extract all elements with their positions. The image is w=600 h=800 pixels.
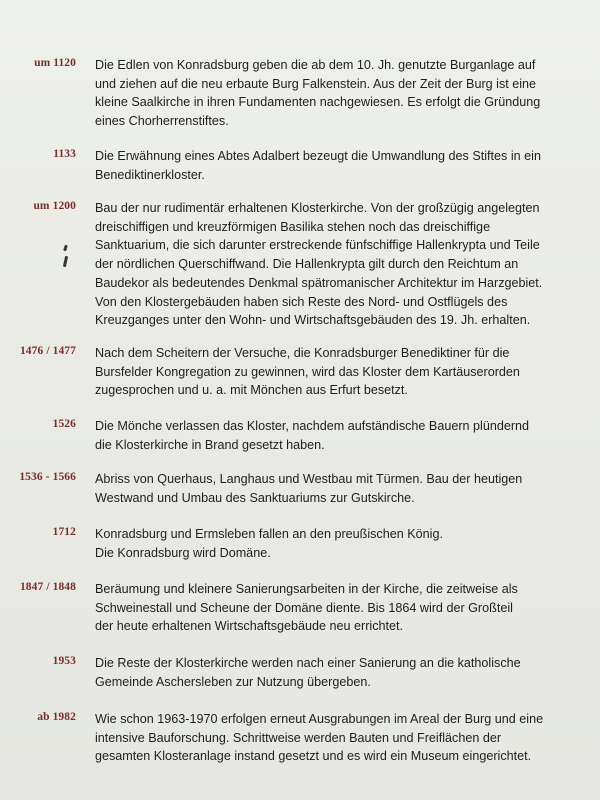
entry-text [95,710,590,766]
entry-text [95,147,590,184]
entry-line: Beräumung und kleinere Sanierungsarbeiten in der Kirche, die zeitweise als [95,582,518,596]
entry-year: um 1200 [33,200,76,212]
handwritten-mark [63,245,68,252]
entry-text [95,525,590,562]
entry-line: Die Konradsburg wird Domäne. [95,545,271,560]
entry-year: 1133 [53,148,76,160]
entry-text [95,344,590,400]
entry-line: Von den Klostergebäuden haben sich Reste des Nord- und Ostflügels des [95,294,508,309]
entry-line: Die Mönche verlassen das Kloster, nachdem aufständische Bauern plündernd [95,419,530,433]
entry-line: Schweinestall und Scheune der Domäne diente. Bis 1864 wird der Großteil [95,600,513,615]
entry-line: Westwand und Umbau des Sanktuariums zur Gutskirche. [95,490,415,505]
entry-text [95,580,590,636]
entry-year: 1536 - 1566 [19,471,76,483]
entry-line: Die Edlen von Konradsburg geben die ab dem 10. Jh. genutzte Burganlage auf [95,58,536,72]
entry-year: 1953 [52,655,76,667]
entry-line: Bau der nur rudimentär erhaltenen Klosterkirche. Von der großzügig angelegten [95,201,540,215]
entry-line: Nach dem Scheitern der Versuche, die Konradsburger Benediktiner für die [95,346,510,360]
entry-line: Sanktuarium, die sich darunter erstreckende fünfschiffige Hallenkrypta und Teile [95,238,540,253]
entry-text [95,654,590,691]
entry-line: zugesprochen und u. a. mit Mönchen aus Erfurt besetzt. [95,383,408,398]
entry-year: 1712 [52,526,76,538]
entry-line: Abriss von Querhaus, Langhaus und Westbau mit Türmen. Bau der heutigen [95,472,523,486]
entry-line: Benediktinerkloster. [95,167,205,182]
entry-line: Kreuzganges unter den Wohn- und Wirtschaftsgebäuden des 19. Jh. erhalten. [95,313,531,328]
entry-line: Konradsburg und Ermsleben fallen an den preußischen König. [95,527,443,541]
entry-line: der nördlichen Querschiffwand. Die Hallenkrypta gilt durch den Reichtum an [95,257,519,272]
entry-line: Wie schon 1963-1970 erfolgen erneut Ausgrabungen im Areal der Burg und eine [95,712,544,726]
entry-text [95,56,590,131]
entry-line: die Klosterkirche in Brand gesetzt haben. [95,437,325,452]
entry-year: 1476 / 1477 [19,345,76,357]
entry-line: dreischiffigen und kreuzförmigen Basilika stehen noch das dreischiffige [95,219,491,234]
entry-year: um 1120 [34,57,76,69]
entry-line: Bursfelder Kongregation zu gewinnen, wird das Kloster dem Kartäuserorden [95,364,520,379]
entry-year: ab 1982 [37,711,76,723]
entry-line: Die Erwähnung eines Abtes Adalbert bezeugt die Umwandlung des Stiftes in ein [95,149,541,163]
entry-line: gesamten Klosteranlage instand gesetzt und es wird ein Museum eingerichtet. [95,749,532,764]
entry-line: eines Chorherrenstiftes. [95,114,229,129]
entry-year: 1526 [52,418,76,430]
entry-text [95,417,590,454]
entry-line: Die Reste der Klosterkirche werden nach einer Sanierung an die katholische [95,656,521,670]
entry-line: und ziehen auf die neu erbaute Burg Falkenstein. Aus der Zeit der Burg ist eine [95,76,537,91]
entry-line: kleine Saalkirche in ihren Fundamenten nachgewiesen. Es erfolgt die Gründung [95,95,541,110]
entry-line: Gemeinde Aschersleben zur Nutzung übergeben. [95,674,371,689]
entry-line: Baudekor als bedeutendes Denkmal spätromanischer Architektur im Harzgebiet. [95,275,543,290]
entry-text [95,199,590,330]
handwritten-mark [63,256,68,267]
entry-line: der heute erhaltenen Wirtschaftsgebäude neu errichtet. [95,619,404,634]
entry-year: 1847 / 1848 [19,581,76,593]
entry-text [95,470,590,507]
entry-line: intensive Bauforschung. Schrittweise werden Bauten und Freiflächen der [95,730,502,745]
